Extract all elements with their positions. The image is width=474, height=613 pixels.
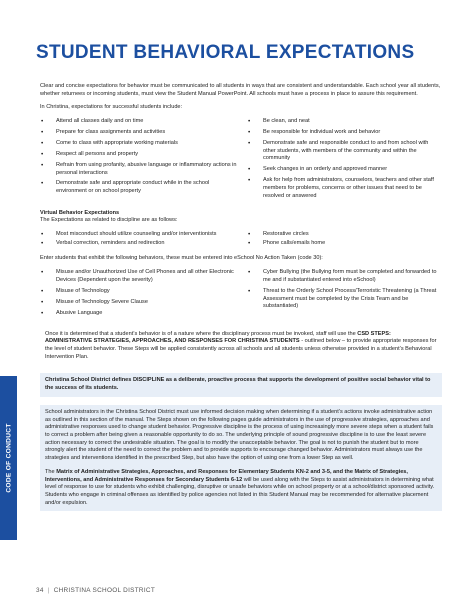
eschool-intro: Enter students that exhibit the following behaviors, these must be entered into eSchool No Action Taken (code 30): <box>40 255 323 262</box>
list-item: • Misuse of Technology <box>40 288 241 296</box>
intro-paragraph: Clear and concise expectations for behavior must be communicated to all students in ways that are consistent and understandable. Each school year all students, whether returnees or incoming students, must view the Student Manual PowerPoint. All schools must have a process in place to assure this requirement. <box>40 83 441 97</box>
eschool-right-list <box>247 269 442 311</box>
virtual-columns <box>40 231 442 249</box>
list-item: • Be responsible for individual work and behavior <box>247 129 442 137</box>
expectations-right-column <box>241 118 442 203</box>
page-number: 34 <box>36 587 44 594</box>
administration-box <box>40 405 442 512</box>
expectations-intro: In Christina, expectations for successful students include: <box>40 104 183 111</box>
discipline-definition-box: Christina School District defines DISCIPLINE as a deliberate, proactive process that supports the development of positive social behavior vital to the success of its students. <box>40 373 442 396</box>
list-item: • Prepare for class assignments and activities <box>40 129 241 137</box>
footer-district-name: CHRISTINA SCHOOL DISTRICT <box>53 587 156 594</box>
section-side-tab <box>0 376 17 540</box>
eschool-columns <box>40 269 442 320</box>
page-footer <box>36 587 155 596</box>
eschool-right-column <box>241 269 442 320</box>
expectations-columns <box>40 118 442 203</box>
list-item: • Misuse of Technology Severe Clause <box>40 299 241 307</box>
expectations-left-column <box>40 118 241 203</box>
virtual-heading: Virtual Behavior Expectations <box>40 209 120 216</box>
steps-box <box>40 327 442 366</box>
list-item: • Demonstrate safe and appropriate conduct while in the school environment or on school property <box>40 180 241 195</box>
list-item: • Misuse and/or Unauthorized Use of Cell Phones and all other Electronic Devices (Dependent upon the severity) <box>40 269 241 284</box>
list-item: • Refrain from using profanity, abusive language or inflammatory actions in personal interactions <box>40 162 241 177</box>
eschool-left-column <box>40 269 241 320</box>
list-item: • Phone calls/emails home <box>247 240 442 248</box>
list-item: • Be clean, and neat <box>247 118 442 126</box>
list-item: • Restorative circles <box>247 231 442 239</box>
list-item: • Most misconduct should utilize counseling and/or interventionists <box>40 231 241 239</box>
footer-separator: | <box>47 587 50 594</box>
page-content <box>40 83 442 519</box>
list-item: • Seek changes in an orderly and approved manner <box>247 166 442 174</box>
expectations-left-list <box>40 118 241 196</box>
list-item: • Verbal correction, reminders and redirection <box>40 240 241 248</box>
page-title: STUDENT BEHAVIORAL EXPECTATIONS <box>36 42 415 63</box>
steps-text-bold: CSD STEPS: ADMINISTRATIVE STRATEGIES, APPROACHES, AND RESPONSES FOR CHRISTINA STUDENTS <box>45 330 391 345</box>
eschool-left-list <box>40 269 241 317</box>
steps-text-part2: - outlined below – to provide appropriate responses for the level of student behavior. These Steps will be applied consistently across all schools and all students unless otherwise provided in a student’s Behavioral Intervention Plan. <box>45 338 437 360</box>
list-item: • Attend all classes daily and on time <box>40 118 241 126</box>
expectations-right-list <box>247 118 442 200</box>
matrix-paragraph <box>45 469 437 508</box>
virtual-intro: The Expectations as related to discipline are as follows: <box>40 217 178 224</box>
matrix-text-part2: will be used along with the Steps to assist administrators in determining what level of response to use for students who exhibit challenging, disruptive or unsafe behaviors while on school property or at a school/district sponsored activity. Students who engage in criminal offenses as identified by police agencies not listed in this Student Manual may be recommended for alternative placement and/or expulsion. <box>45 476 435 506</box>
virtual-left-list <box>40 231 241 248</box>
list-item: • Cyber Bullying (the Bullying form must be completed and forwarded to me and if substantiated entered into eSchool) <box>247 269 442 284</box>
administration-paragraph: School administrators in the Christina School District must use informed decision making when determining if a student’s actions invoke administrative action as outlined in this section of the manual. The Steps shown on the following pages guide administrators in the use of progressive strategies, approaches and administrative responses used to change student behavior. Progressive discipline is the process of using increasingly more severe steps when a student fails to correct a problem after being given a reasonable opportunity to do so. The underlying principle of sound progressive discipline is to use the least severe action necessary to correct the undesirable situation. The goal is to modify the unacceptable behavior. The goal is not to punish the student but to more strongly alert the student of the need to correct the problem and to provide supports to encourage changed behavior. Administrators must always use the strategies and interventions identified in the prescribed Step, but also have the option of using one from a lower Step as well. <box>45 408 434 462</box>
list-item: • Demonstrate safe and responsible conduct to and from school with other students, with members of the community and within the community <box>247 140 442 163</box>
virtual-right-list <box>247 231 442 248</box>
virtual-right-column <box>241 231 442 249</box>
virtual-left-column <box>40 231 241 249</box>
list-item: • Come to class with appropriate working materials <box>40 140 241 148</box>
matrix-text-bold: Matrix of Administrative Strategies, Approaches, and Responses for Elementary Students KN-2 and 3-5, and the Matrix of Strategies, Interventions, and Administrative Responses for Secondary Students 6-12 <box>45 468 408 483</box>
list-item: • Abusive Language <box>40 310 241 318</box>
list-item: • Ask for help from administrators, counselors, teachers and other staff members for problems, concerns or other issues that need to be resolved or answered <box>247 177 442 200</box>
list-item: • Respect all persons and property <box>40 151 241 159</box>
list-item: • Threat to the Orderly School Process/Terroristic Threatening (a Threat Assessment must be completed by the Crisis Team and be substantiated) <box>247 288 442 311</box>
matrix-text-part1: The <box>45 468 57 475</box>
section-side-tab-label: CODE OF CONDUCT <box>4 423 12 493</box>
steps-text-part1: Once it is determined that a student’s behavior is of a nature where the disciplinary process must be invoked, staff will use the <box>45 330 358 337</box>
